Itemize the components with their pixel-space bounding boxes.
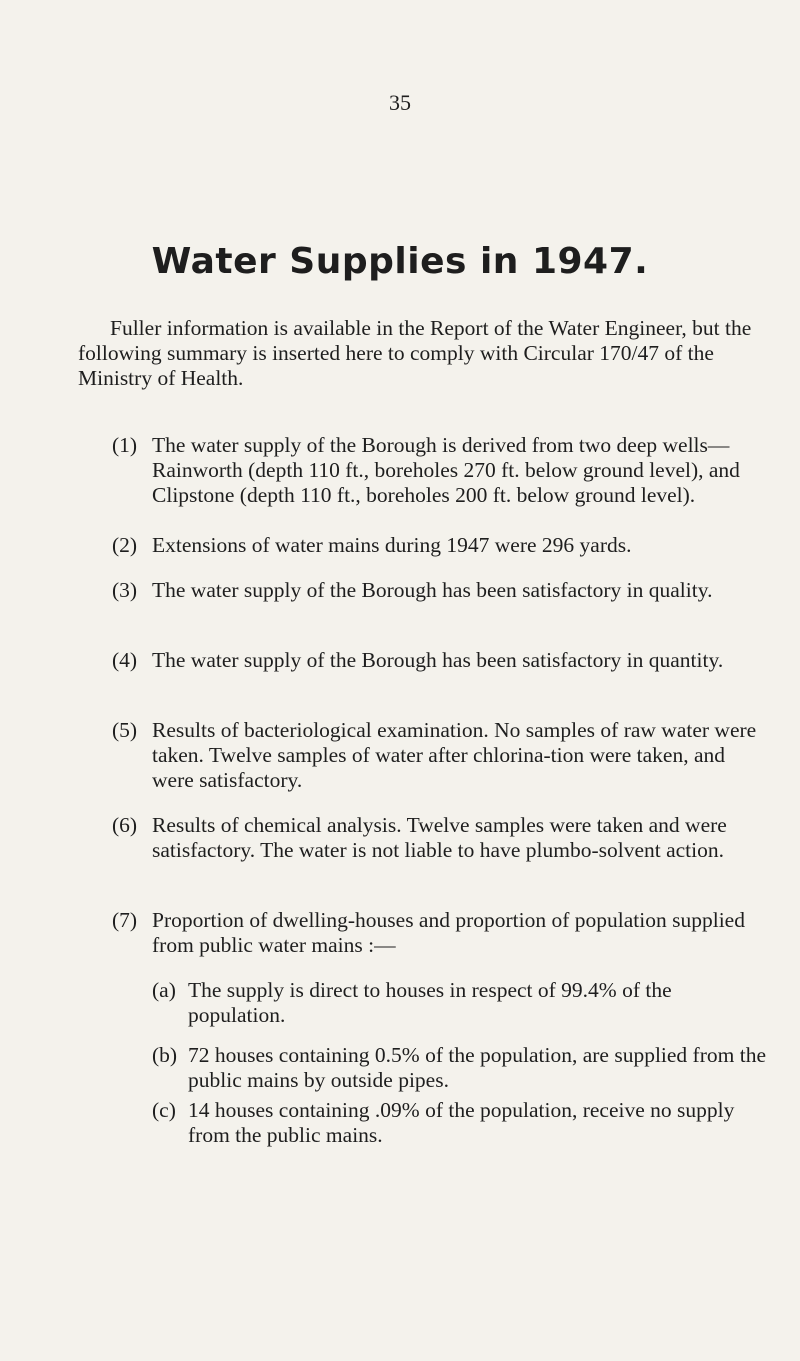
item-text: The water supply of the Borough is derived from two deep wells—Rainworth (depth 110 ft., boreholes 270 ft. below ground level), and Clipstone (depth 110 ft., boreholes 200 ft. below ground level). (152, 433, 740, 507)
item-text: Extensions of water mains during 1947 were 296 yards. (152, 533, 632, 557)
sub-item-text: 14 houses containing .09% of the population, receive no supply from the public mains. (188, 1098, 735, 1147)
item-text: Results of bacteriological examination. No samples of raw water were taken. Twelve samples of water after chlorina-tion were taken, and were satisfactory. (152, 718, 757, 792)
item-text: The water supply of the Borough has been satisfactory in quantity. (152, 648, 724, 672)
sub-item-letter: (b) (152, 1043, 178, 1067)
item-number: (1) (112, 433, 138, 457)
sub-item-letter: (a) (152, 978, 176, 1002)
item-number: (2) (112, 533, 138, 557)
item-number: (6) (112, 813, 138, 837)
sub-item-text: 72 houses containing 0.5% of the population, are supplied from the public mains by outside pipes. (188, 1043, 766, 1092)
item-text: Proportion of dwelling-houses and proportion of population supplied from public water mains :— (152, 908, 745, 957)
sub-item-letter: (c) (152, 1098, 176, 1122)
sub-item-text: The supply is direct to houses in respect of 99.4% of the population. (188, 978, 672, 1027)
page-title: Water Supplies in 1947. (151, 241, 649, 282)
item-number: (7) (112, 908, 138, 932)
item-number: (3) (112, 578, 138, 602)
item-text: Results of chemical analysis. Twelve samples were taken and were satisfactory. The water is not liable to have plumbo-solvent action. (152, 813, 727, 862)
item-text: The water supply of the Borough has been satisfactory in quality. (152, 578, 713, 602)
intro-paragraph: Fuller information is available in the Report of the Water Engineer, but the following summary is inserted here to comply with Circular 170/47 of the Ministry of Health. (78, 316, 752, 390)
page-number: 35 (389, 90, 411, 115)
item-number: (4) (112, 648, 138, 672)
item-number: (5) (112, 718, 138, 742)
